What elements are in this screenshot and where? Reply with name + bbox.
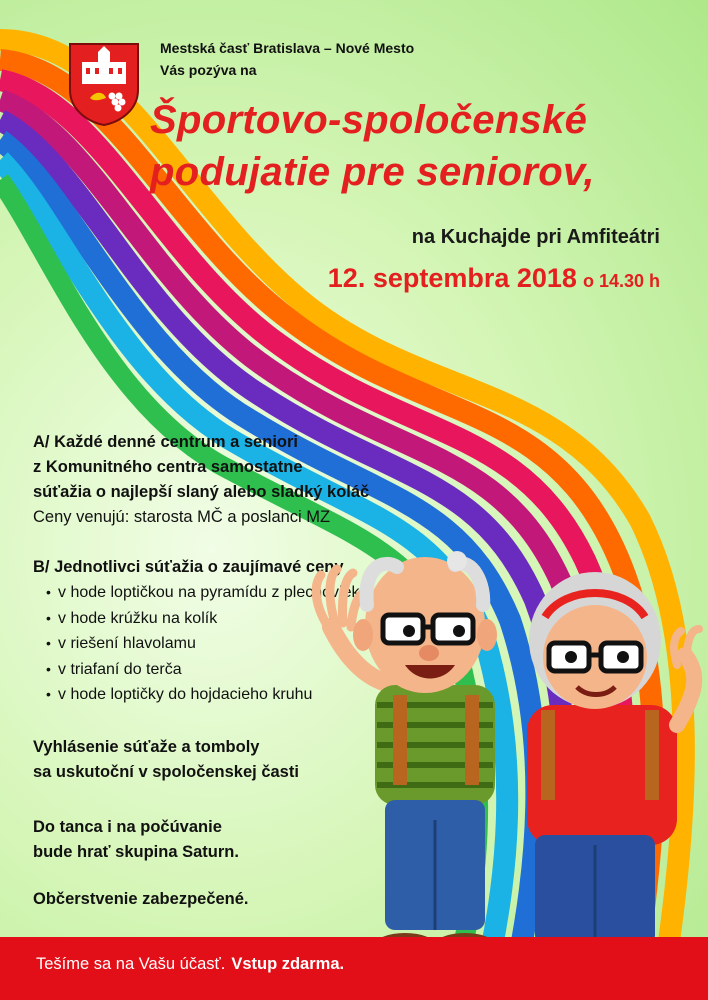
event-place: na Kuchajde pri Amfiteátri bbox=[411, 226, 660, 248]
bullet-icon: • bbox=[46, 584, 51, 600]
section-b-title: B/ Jednotlivci súťažia o zaujímavé ceny bbox=[33, 558, 344, 576]
footer-free-entry: Vstup zdarma. bbox=[231, 955, 345, 973]
list-item: • v hode loptičkou na pyramídu z plechoviek bbox=[46, 580, 360, 606]
senior-man-figure bbox=[316, 551, 497, 957]
announcement-line-2: sa uskutoční v spoločenskej časti bbox=[33, 763, 299, 781]
list-item: • v triafaní do terča bbox=[46, 657, 360, 683]
list-item: • v riešení hlavolamu bbox=[46, 631, 360, 657]
bullet-icon: • bbox=[46, 635, 51, 651]
coat-of-arms-icon bbox=[68, 42, 140, 126]
event-datetime bbox=[328, 263, 660, 294]
refreshments bbox=[33, 887, 249, 912]
music-line-1: Do tanca i na počúvanie bbox=[33, 818, 222, 836]
organizer-line: Mestská časť Bratislava – Nové Mesto bbox=[160, 40, 415, 56]
event-date: 12. septembra 2018 bbox=[327, 263, 577, 293]
bullet-icon: • bbox=[46, 686, 51, 702]
section-a-line-2: z Komunitného centra samostatne bbox=[33, 458, 303, 476]
event-time: o 14.30 h bbox=[582, 271, 660, 291]
announcement-line-1: Vyhlásenie súťaže a tomboly bbox=[33, 738, 260, 756]
event-title-line-2: podujatie pre seniorov, bbox=[150, 150, 595, 194]
refreshments-text: Občerstvenie zabezpečené. bbox=[33, 890, 249, 908]
bullet-icon: • bbox=[46, 660, 51, 677]
section-a bbox=[33, 430, 369, 530]
music-info bbox=[33, 815, 239, 865]
senior-woman-figure bbox=[527, 572, 699, 969]
senior-couple-illustration bbox=[305, 545, 705, 985]
bullet-icon: • bbox=[46, 609, 51, 626]
footer-greeting: Tešíme sa na Vašu účasť. bbox=[36, 955, 226, 973]
event-title-line-1: Športovo-spoločenské bbox=[150, 98, 588, 142]
section-a-line-3: súťažia o najlepší slaný alebo sladký koláč bbox=[33, 483, 370, 501]
invite-line: Vás pozýva na bbox=[160, 62, 257, 78]
section-b-heading bbox=[33, 555, 344, 580]
music-line-2: bude hrať skupina Saturn. bbox=[33, 843, 239, 861]
section-a-line-1: A/ Každé denné centrum a seniori bbox=[33, 433, 298, 451]
section-a-prizes: Ceny venujú: starosta MČ a poslanci MZ bbox=[33, 508, 331, 526]
announcement bbox=[33, 735, 299, 785]
list-item: • v hode loptičky do hojdacieho kruhu bbox=[46, 682, 360, 708]
footer-bar bbox=[0, 937, 708, 1000]
footer-text bbox=[36, 955, 344, 974]
list-item: • v hode krúžku na kolík bbox=[46, 606, 360, 632]
